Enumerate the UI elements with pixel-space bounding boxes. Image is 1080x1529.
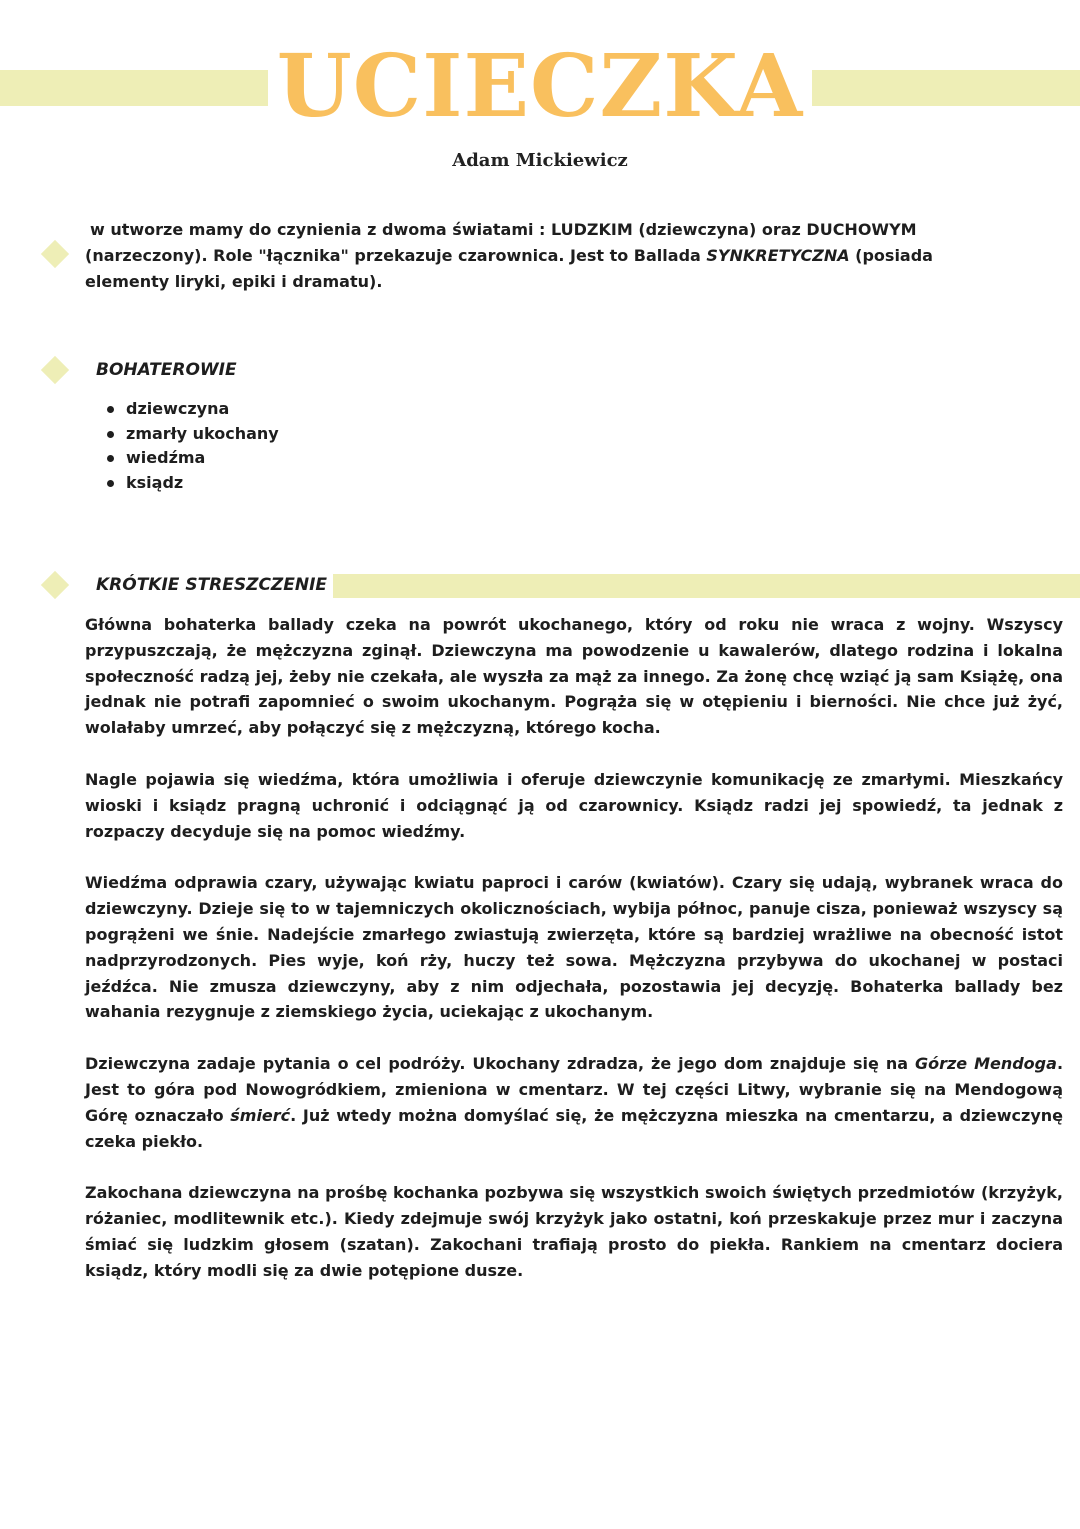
p4-emphasis-mendog: Górze Mendoga <box>914 1054 1057 1074</box>
summary-paragraph-5: Zakochana dziewczyna na prośbę kochanka pozbywa się wszystkich swoich świętych przedmiotów (krzyżyk, różaniec, modlitewnik etc.). Kiedy zdejmuje swój krzyżyk jako ostatni, koń przeskakuje przez mur i zaczyna śmiać się ludzkim głosem (szatan). Zakochani trafiają prosto do piekła. Rankiem na cmentarz dociera ksiądz, który modli się za dwie potępione dusze. <box>85 1183 1063 1280</box>
heroes-list <box>126 397 279 495</box>
page-title: UCIECZKA <box>276 36 804 137</box>
heroes-heading: BOHATEROWIE <box>96 360 237 380</box>
p4-text-1: Dziewczyna zadaje pytania o cel podróży. Ukochany zdradza, że jego dom znajduje się na <box>85 1054 915 1074</box>
summary-paragraph-3: Wiedźma odprawia czary, używając kwiatu paproci i carów (kwiatów). Czary się udają, wybranek wraca do dziewczyny. Dzieje się to w tajemniczych okolicznościach, wybija północ, panuje cisza, ponieważ wszyscy są pogrążeni we śnie. Nadejście zmarłego zwiastują zwierzęta, które są bardziej wrażliwe na obecność istot nadprzyrodzonych. Pies wyje, koń rży, huczy też sowa. Mężczyzna przybywa do ukochanej w postaci jeźdźca. Nie zmusza dziewczyny, aby z nim odjechała, pozostawia jej decyzję. Bohaterka ballady bez wahania rezygnuje z ziemskiego życia, uciekając z ukochanym. <box>85 873 1063 1022</box>
p4-emphasis-death: śmierć <box>230 1105 291 1125</box>
diamond-bullet-summary <box>41 571 69 599</box>
diamond-bullet-intro <box>41 240 69 268</box>
intro-text-start: w utworze mamy do czynienia z dwoma światami : LUDZKIM (dziewczyna) oraz DUCHOWYM (narzeczony). Role "łącznika" przekazuje czarownica. Jest to Ballada <box>85 220 917 265</box>
list-item: zmarły ukochany <box>126 422 279 447</box>
intro-emphasis: SYNKRETYCZNA <box>706 245 850 265</box>
diamond-bullet-heroes <box>41 356 69 384</box>
summary-heading-band <box>333 574 1080 598</box>
summary-paragraph-2: Nagle pojawia się wiedźma, która umożliwia i oferuje dziewczynie komunikację ze zmarłymi. Mieszkańcy wioski i ksiądz pragną uchronić i odciągnąć ją od czarownicy. Ksiądz radzi jej spowiedź, ta jednak z rozpaczy decyduje się na pomoc wiedźmy. <box>85 769 1063 841</box>
p4-text-2: . Jest to góra pod Nowogródkiem, zmieniona w cmentarz. W tej części Litwy, wybranie się na Mendogową Górę oznaczało <box>85 1054 1064 1125</box>
summary-heading: KRÓTKIE STRESZCZENIE <box>96 575 328 595</box>
summary-paragraph-4 <box>85 1051 1063 1154</box>
list-item: ksiądz <box>126 471 279 496</box>
summary-body <box>85 612 1063 1310</box>
list-item: dziewczyna <box>126 397 279 422</box>
intro-text-end: (posiada elementy liryki, epiki i dramatu). <box>85 245 933 291</box>
p4-text-3: . Już wtedy można domyślać się, że mężczyzna mieszka na cmentarzu, a dziewczynę czeka piekło. <box>85 1105 1063 1151</box>
summary-paragraph-1: Główna bohaterka ballady czeka na powrót ukochanego, który od roku nie wraca z wojny. Wszyscy przypuszczają, że mężczyzna zginął. Dziewczyna ma powodzenie u kawalerów, dlatego rodzina i lokalna społeczność radzą jej, żeby nie czekała, ale wyszła za mąż za innego. Za żonę chcę wziąć ją sam Książę, ona jednak nie potrafi zapomnieć o swoim ukochanym. Pogrąża się w otępieniu i bierności. Nie chce już żyć, wolałaby umrzeć, aby połączyć się z mężczyzną, którego kocha. <box>85 615 1063 738</box>
author-name: Adam Mickiewicz <box>452 150 628 171</box>
intro-paragraph <box>85 217 985 294</box>
list-item: wiedźma <box>126 446 279 471</box>
